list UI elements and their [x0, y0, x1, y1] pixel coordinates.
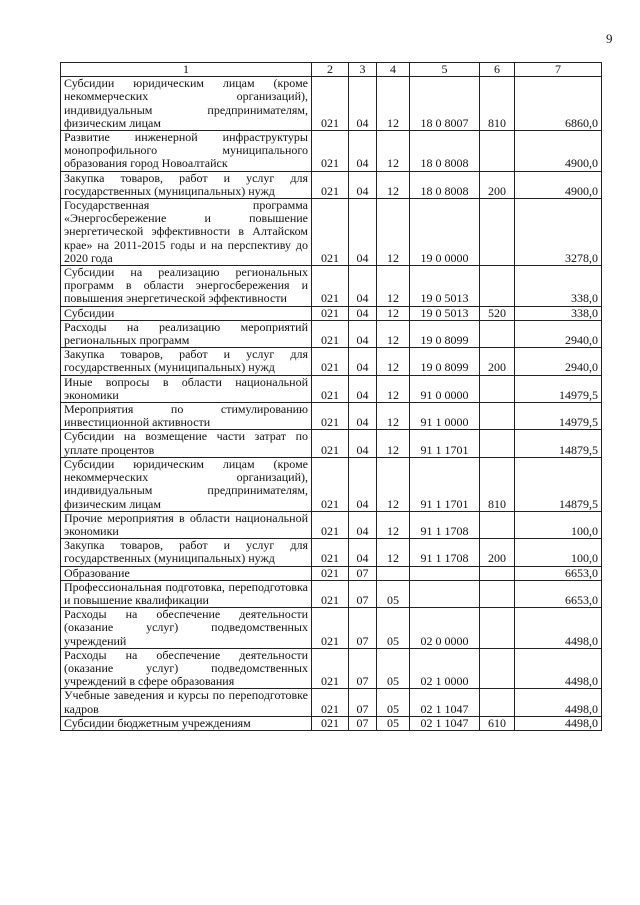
expense-type-code — [480, 511, 515, 538]
column-header: 5 — [410, 63, 480, 77]
subsection-code — [377, 566, 410, 580]
ministry-code: 021 — [312, 266, 349, 307]
ministry-code: 021 — [312, 375, 349, 402]
row-name: Мероприятия по стимулированию инвестиционной активности — [61, 403, 312, 430]
amount: 4900,0 — [515, 171, 602, 198]
row-name: Субсидии юридическим лицам (кроме некоммерческих организаций), индивидуальным предпринимателям, физическим лицам — [61, 457, 312, 511]
table-row — [61, 580, 602, 607]
amount: 3278,0 — [515, 199, 602, 266]
ministry-code: 021 — [312, 608, 349, 649]
row-name: Субсидии бюджетным учреждениям — [61, 716, 312, 730]
table-row — [61, 131, 602, 172]
target-article-code: 91 1 1701 — [410, 457, 480, 511]
expense-type-code — [480, 375, 515, 402]
subsection-code: 12 — [377, 375, 410, 402]
row-name: Закупка товаров, работ и услуг для государственных (муниципальных) нужд — [61, 348, 312, 375]
section-code: 04 — [349, 199, 377, 266]
table-row — [61, 511, 602, 538]
expense-type-code — [480, 580, 515, 607]
expense-type-code — [480, 266, 515, 307]
table-row — [61, 648, 602, 689]
row-name: Субсидии на возмещение части затрат по уплате процентов — [61, 430, 312, 457]
target-article-code: 02 1 0000 — [410, 648, 480, 689]
subsection-code: 05 — [377, 608, 410, 649]
amount: 6860,0 — [515, 77, 602, 131]
amount: 4900,0 — [515, 131, 602, 172]
row-name: Субсидии — [61, 306, 312, 320]
subsection-code: 12 — [377, 511, 410, 538]
table-row — [61, 566, 602, 580]
amount: 14979,5 — [515, 403, 602, 430]
section-code: 07 — [349, 689, 377, 716]
table-row — [61, 77, 602, 131]
subsection-code: 12 — [377, 77, 410, 131]
amount: 100,0 — [515, 511, 602, 538]
ministry-code: 021 — [312, 320, 349, 347]
ministry-code: 021 — [312, 511, 349, 538]
table-row — [61, 403, 602, 430]
table-row — [61, 171, 602, 198]
subsection-code: 12 — [377, 320, 410, 347]
row-name: Государственная программа «Энергосбережение и повышение энергетической эффективности в Алтайском крае» на 2011-2015 годы и на перспективу до 2020 года — [61, 199, 312, 266]
table-row — [61, 689, 602, 716]
expense-type-code: 810 — [480, 77, 515, 131]
column-header: 4 — [377, 63, 410, 77]
table-row — [61, 716, 602, 730]
subsection-code: 05 — [377, 580, 410, 607]
expense-type-code: 810 — [480, 457, 515, 511]
ministry-code: 021 — [312, 131, 349, 172]
target-article-code: 91 1 1708 — [410, 511, 480, 538]
table-row — [61, 539, 602, 566]
amount: 4498,0 — [515, 689, 602, 716]
section-code: 04 — [349, 131, 377, 172]
subsection-code: 12 — [377, 430, 410, 457]
table-row — [61, 375, 602, 402]
row-name: Иные вопросы в области национальной экономики — [61, 375, 312, 402]
row-name: Образование — [61, 566, 312, 580]
ministry-code: 021 — [312, 348, 349, 375]
ministry-code: 021 — [312, 539, 349, 566]
target-article-code: 19 0 8099 — [410, 320, 480, 347]
section-code: 04 — [349, 77, 377, 131]
ministry-code: 021 — [312, 403, 349, 430]
target-article-code: 19 0 0000 — [410, 199, 480, 266]
amount: 338,0 — [515, 306, 602, 320]
amount: 14979,5 — [515, 375, 602, 402]
amount: 14879,5 — [515, 430, 602, 457]
amount: 2940,0 — [515, 320, 602, 347]
subsection-code: 05 — [377, 716, 410, 730]
amount: 4498,0 — [515, 716, 602, 730]
amount: 2940,0 — [515, 348, 602, 375]
target-article-code: 18 0 8008 — [410, 131, 480, 172]
subsection-code: 12 — [377, 266, 410, 307]
amount: 4498,0 — [515, 648, 602, 689]
target-article-code: 18 0 8007 — [410, 77, 480, 131]
section-code: 04 — [349, 430, 377, 457]
section-code: 04 — [349, 266, 377, 307]
expense-type-code — [480, 131, 515, 172]
ministry-code: 021 — [312, 306, 349, 320]
section-code: 04 — [349, 539, 377, 566]
target-article-code — [410, 566, 480, 580]
row-name: Расходы на обеспечение деятельности (оказание услуг) подведомственных учреждений в сфере образования — [61, 648, 312, 689]
budget-table — [60, 62, 602, 731]
column-header: 1 — [61, 63, 312, 77]
amount: 338,0 — [515, 266, 602, 307]
target-article-code — [410, 580, 480, 607]
section-code: 07 — [349, 566, 377, 580]
section-code: 04 — [349, 375, 377, 402]
subsection-code: 12 — [377, 131, 410, 172]
section-code: 07 — [349, 608, 377, 649]
subsection-code: 12 — [377, 199, 410, 266]
target-article-code: 02 1 1047 — [410, 716, 480, 730]
row-name: Закупка товаров, работ и услуг для государственных (муниципальных) нужд — [61, 171, 312, 198]
expense-type-code: 610 — [480, 716, 515, 730]
table-row — [61, 430, 602, 457]
target-article-code: 19 0 5013 — [410, 306, 480, 320]
row-name: Прочие мероприятия в области национальной экономики — [61, 511, 312, 538]
expense-type-code — [480, 566, 515, 580]
amount: 6653,0 — [515, 580, 602, 607]
expense-type-code — [480, 403, 515, 430]
section-code: 07 — [349, 648, 377, 689]
column-header: 7 — [515, 63, 602, 77]
expense-type-code — [480, 608, 515, 649]
ministry-code: 021 — [312, 689, 349, 716]
expense-type-code — [480, 199, 515, 266]
table-row — [61, 348, 602, 375]
expense-type-code — [480, 430, 515, 457]
subsection-code: 12 — [377, 403, 410, 430]
subsection-code: 12 — [377, 171, 410, 198]
row-name: Развитие инженерной инфраструктуры монопрофильного муниципального образования город Новоалтайск — [61, 131, 312, 172]
column-header-row — [61, 63, 602, 77]
expense-type-code — [480, 320, 515, 347]
section-code: 07 — [349, 580, 377, 607]
subsection-code: 12 — [377, 539, 410, 566]
section-code: 04 — [349, 403, 377, 430]
column-header: 2 — [312, 63, 349, 77]
row-name: Закупка товаров, работ и услуг для государственных (муниципальных) нужд — [61, 539, 312, 566]
target-article-code: 91 1 0000 — [410, 403, 480, 430]
table-row — [61, 306, 602, 320]
amount: 100,0 — [515, 539, 602, 566]
table-row — [61, 199, 602, 266]
row-name: Расходы на реализацию мероприятий региональных программ — [61, 320, 312, 347]
ministry-code: 021 — [312, 566, 349, 580]
ministry-code: 021 — [312, 171, 349, 198]
target-article-code: 91 0 0000 — [410, 375, 480, 402]
subsection-code: 12 — [377, 457, 410, 511]
target-article-code: 91 1 1701 — [410, 430, 480, 457]
section-code: 04 — [349, 171, 377, 198]
target-article-code: 02 1 1047 — [410, 689, 480, 716]
expense-type-code: 200 — [480, 348, 515, 375]
ministry-code: 021 — [312, 430, 349, 457]
target-article-code: 02 0 0000 — [410, 608, 480, 649]
row-name: Субсидии на реализацию региональных программ в области энергосбережения и повышения энергетической эффективности — [61, 266, 312, 307]
column-header: 6 — [480, 63, 515, 77]
ministry-code: 021 — [312, 77, 349, 131]
row-name: Расходы на обеспечение деятельности (оказание услуг) подведомственных учреждений — [61, 608, 312, 649]
expense-type-code: 200 — [480, 171, 515, 198]
expense-type-code: 200 — [480, 539, 515, 566]
table-row — [61, 608, 602, 649]
ministry-code: 021 — [312, 716, 349, 730]
table-row — [61, 266, 602, 307]
ministry-code: 021 — [312, 457, 349, 511]
section-code: 04 — [349, 457, 377, 511]
target-article-code: 19 0 8099 — [410, 348, 480, 375]
section-code: 04 — [349, 511, 377, 538]
row-name: Учебные заведения и курсы по переподготовке кадров — [61, 689, 312, 716]
target-article-code: 18 0 8008 — [410, 171, 480, 198]
subsection-code: 12 — [377, 306, 410, 320]
amount: 6653,0 — [515, 566, 602, 580]
column-header: 3 — [349, 63, 377, 77]
section-code: 04 — [349, 306, 377, 320]
ministry-code: 021 — [312, 199, 349, 266]
target-article-code: 19 0 5013 — [410, 266, 480, 307]
page-number: 9 — [606, 31, 613, 46]
amount: 4498,0 — [515, 608, 602, 649]
target-article-code: 91 1 1708 — [410, 539, 480, 566]
subsection-code: 05 — [377, 689, 410, 716]
ministry-code: 021 — [312, 648, 349, 689]
row-name: Профессиональная подготовка, переподготовка и повышение квалификации — [61, 580, 312, 607]
subsection-code: 05 — [377, 648, 410, 689]
section-code: 07 — [349, 716, 377, 730]
table-row — [61, 320, 602, 347]
section-code: 04 — [349, 320, 377, 347]
row-name: Субсидии юридическим лицам (кроме некоммерческих организаций), индивидуальным предпринимателям, физическим лицам — [61, 77, 312, 131]
amount: 14879,5 — [515, 457, 602, 511]
subsection-code: 12 — [377, 348, 410, 375]
expense-type-code: 520 — [480, 306, 515, 320]
expense-type-code — [480, 648, 515, 689]
table-row — [61, 457, 602, 511]
expense-type-code — [480, 689, 515, 716]
ministry-code: 021 — [312, 580, 349, 607]
section-code: 04 — [349, 348, 377, 375]
